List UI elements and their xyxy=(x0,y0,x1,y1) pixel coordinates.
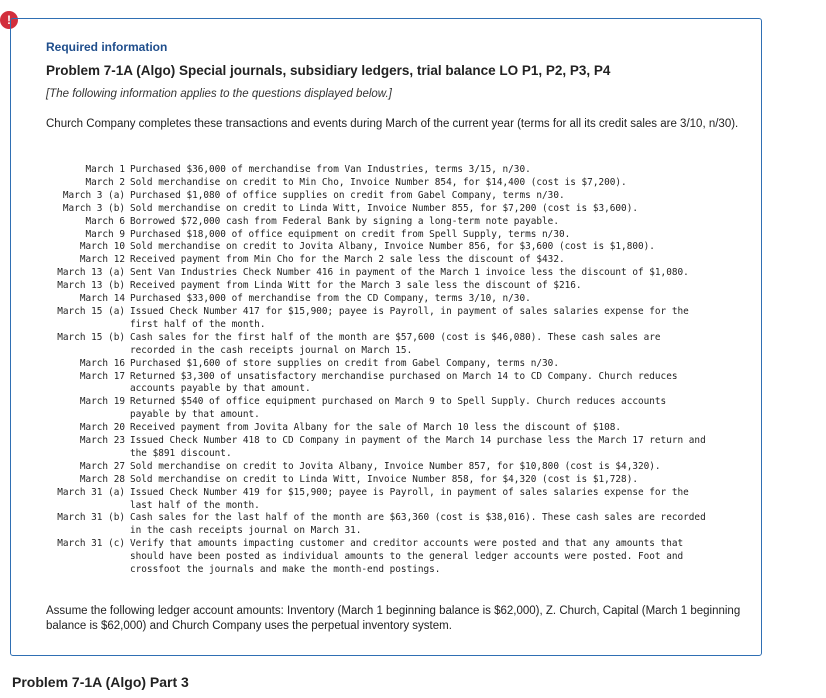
transaction-row xyxy=(46,538,710,577)
intro-paragraph: Church Company completes these transactions and events during March of the current year (terms for all its credit sales are 3/10, n/30). xyxy=(46,118,739,130)
transaction-row xyxy=(46,293,710,306)
transaction-row xyxy=(46,164,710,177)
transaction-date: March 27 xyxy=(79,460,125,472)
transaction-row xyxy=(46,254,710,267)
transaction-row xyxy=(46,229,710,242)
transaction-row xyxy=(46,512,710,538)
transaction-description: Borrowed $72,000 cash from Federal Bank by signing a long-term note payable. xyxy=(130,215,559,227)
alert-icon: ! xyxy=(0,11,18,29)
transaction-row xyxy=(46,203,710,216)
transaction-description: Purchased $36,000 of merchandise from Van Industries, terms 3/15, n/30. xyxy=(130,164,531,175)
problem-title: Problem 7-1A (Algo) Special journals, subsidiary ledgers, trial balance LO P1, P2, P3, P4 xyxy=(46,63,611,78)
transaction-row xyxy=(46,177,710,190)
transaction-row xyxy=(46,267,710,280)
transaction-description: Received payment from Min Cho for the March 2 sale less the discount of $432. xyxy=(130,254,565,266)
transaction-description: Issued Check Number 417 for $15,900; payee is Payroll, in payment of sales salaries expense for the first half of the month. xyxy=(130,305,689,330)
transaction-description: Received payment from Linda Witt for the March 3 sale less the discount of $216. xyxy=(130,280,582,292)
transaction-description: Returned $3,300 of unsatisfactory merchandise purchased on March 14 to CD Company. Church reduces accounts payable by that amount. xyxy=(130,370,678,395)
transaction-row xyxy=(46,280,710,293)
transaction-description: Sold merchandise on credit to Jovita Albany, Invoice Number 857, for $10,800 (cost is $4,320). xyxy=(130,460,661,472)
transaction-date: March 31 (c) xyxy=(57,538,125,550)
transaction-row xyxy=(46,435,710,461)
transaction-date: March 16 xyxy=(79,357,125,369)
transaction-row xyxy=(46,241,710,254)
transaction-row xyxy=(46,461,710,474)
required-info-label: Required information xyxy=(46,40,168,54)
transaction-row xyxy=(46,216,710,229)
transaction-description: Received payment from Jovita Albany for the sale of March 10 less the discount of $108. xyxy=(130,422,622,434)
transaction-description: Sent Van Industries Check Number 416 in payment of the March 1 invoice less the discount of $1,080. xyxy=(130,267,689,279)
transaction-row xyxy=(46,396,710,422)
transactions-list xyxy=(46,164,710,577)
transaction-date: March 15 (b) xyxy=(57,331,125,343)
transaction-date: March 1 xyxy=(85,164,125,175)
transaction-date: March 15 (a) xyxy=(57,305,125,317)
transaction-date: March 31 (a) xyxy=(57,486,125,498)
transaction-description: Sold merchandise on credit to Jovita Albany, Invoice Number 856, for $3,600 (cost is $1,800). xyxy=(130,241,655,253)
transaction-row xyxy=(46,332,710,358)
transaction-description: Sold merchandise on credit to Min Cho, Invoice Number 854, for $14,400 (cost is $7,200). xyxy=(130,176,627,188)
transaction-row xyxy=(46,371,710,397)
transaction-date: March 17 xyxy=(79,370,125,382)
transaction-description: Purchased $1,080 of office supplies on credit from Gabel Company, terms n/30. xyxy=(130,189,565,201)
transaction-date: March 13 (a) xyxy=(57,267,125,279)
transaction-date: March 10 xyxy=(79,241,125,253)
transaction-row xyxy=(46,474,710,487)
transaction-date: March 19 xyxy=(79,396,125,408)
transaction-row xyxy=(46,358,710,371)
transaction-description: Sold merchandise on credit to Linda Witt, Invoice Number 858, for $4,320 (cost is $1,728). xyxy=(130,473,638,485)
transaction-date: March 31 (b) xyxy=(57,512,125,524)
info-note: [The following information applies to the questions displayed below.] xyxy=(46,88,392,100)
transaction-date: March 12 xyxy=(79,254,125,266)
transaction-description: Verify that amounts impacting customer and creditor accounts were posted and that any amounts that should have been posted as individual amounts to the general ledger accounts were posted. Foot and crossfoot the journals and make the month-end postings. xyxy=(130,538,684,576)
transaction-date: March 2 xyxy=(85,176,125,188)
transaction-date: March 6 xyxy=(85,215,125,227)
transaction-date: March 28 xyxy=(79,473,125,485)
transaction-description: Purchased $1,600 of store supplies on credit from Gabel Company, terms n/30. xyxy=(130,357,559,369)
transaction-row xyxy=(46,422,710,435)
transaction-description: Sold merchandise on credit to Linda Witt, Invoice Number 855, for $7,200 (cost is $3,600). xyxy=(130,202,638,214)
transaction-description: Purchased $18,000 of office equipment on credit from Spell Supply, terms n/30. xyxy=(130,228,571,240)
transaction-date: March 3 (a) xyxy=(62,189,125,201)
transaction-date: March 23 xyxy=(79,435,125,447)
transaction-date: March 13 (b) xyxy=(57,280,125,292)
transaction-description: Issued Check Number 419 for $15,900; payee is Payroll, in payment of sales salaries expense for the last half of the month. xyxy=(130,486,689,511)
transaction-date: March 20 xyxy=(79,422,125,434)
transaction-description: Cash sales for the last half of the month are $63,360 (cost is $38,016). These cash sales are recorded in the cash receipts journal on March 31. xyxy=(130,512,706,537)
transaction-description: Cash sales for the first half of the month are $57,600 (cost is $46,080). These cash sales are recorded in the cash receipts journal on March 15. xyxy=(130,331,661,356)
transaction-date: March 14 xyxy=(79,293,125,305)
transaction-description: Issued Check Number 418 to CD Company in payment of the March 14 purchase less the March 17 return and the $891 discount. xyxy=(130,435,706,459)
transaction-row xyxy=(46,487,710,513)
transaction-row xyxy=(46,190,710,203)
assumption-paragraph: Assume the following ledger account amounts: Inventory (March 1 beginning balance is $62,000), Z. Church, Capital (March 1 beginning balance is $62,000) and Church Company uses the perpetual inventory system. xyxy=(46,605,741,632)
transaction-date: March 3 (b) xyxy=(62,202,125,214)
transaction-description: Returned $540 of office equipment purchased on March 9 to Spell Supply. Church reduces accounts payable by that amount. xyxy=(130,396,667,421)
transaction-row xyxy=(46,306,710,332)
part-title: Problem 7-1A (Algo) Part 3 xyxy=(12,674,189,690)
transaction-description: Purchased $33,000 of merchandise from the CD Company, terms 3/10, n/30. xyxy=(130,293,531,305)
transaction-date: March 9 xyxy=(85,228,125,240)
